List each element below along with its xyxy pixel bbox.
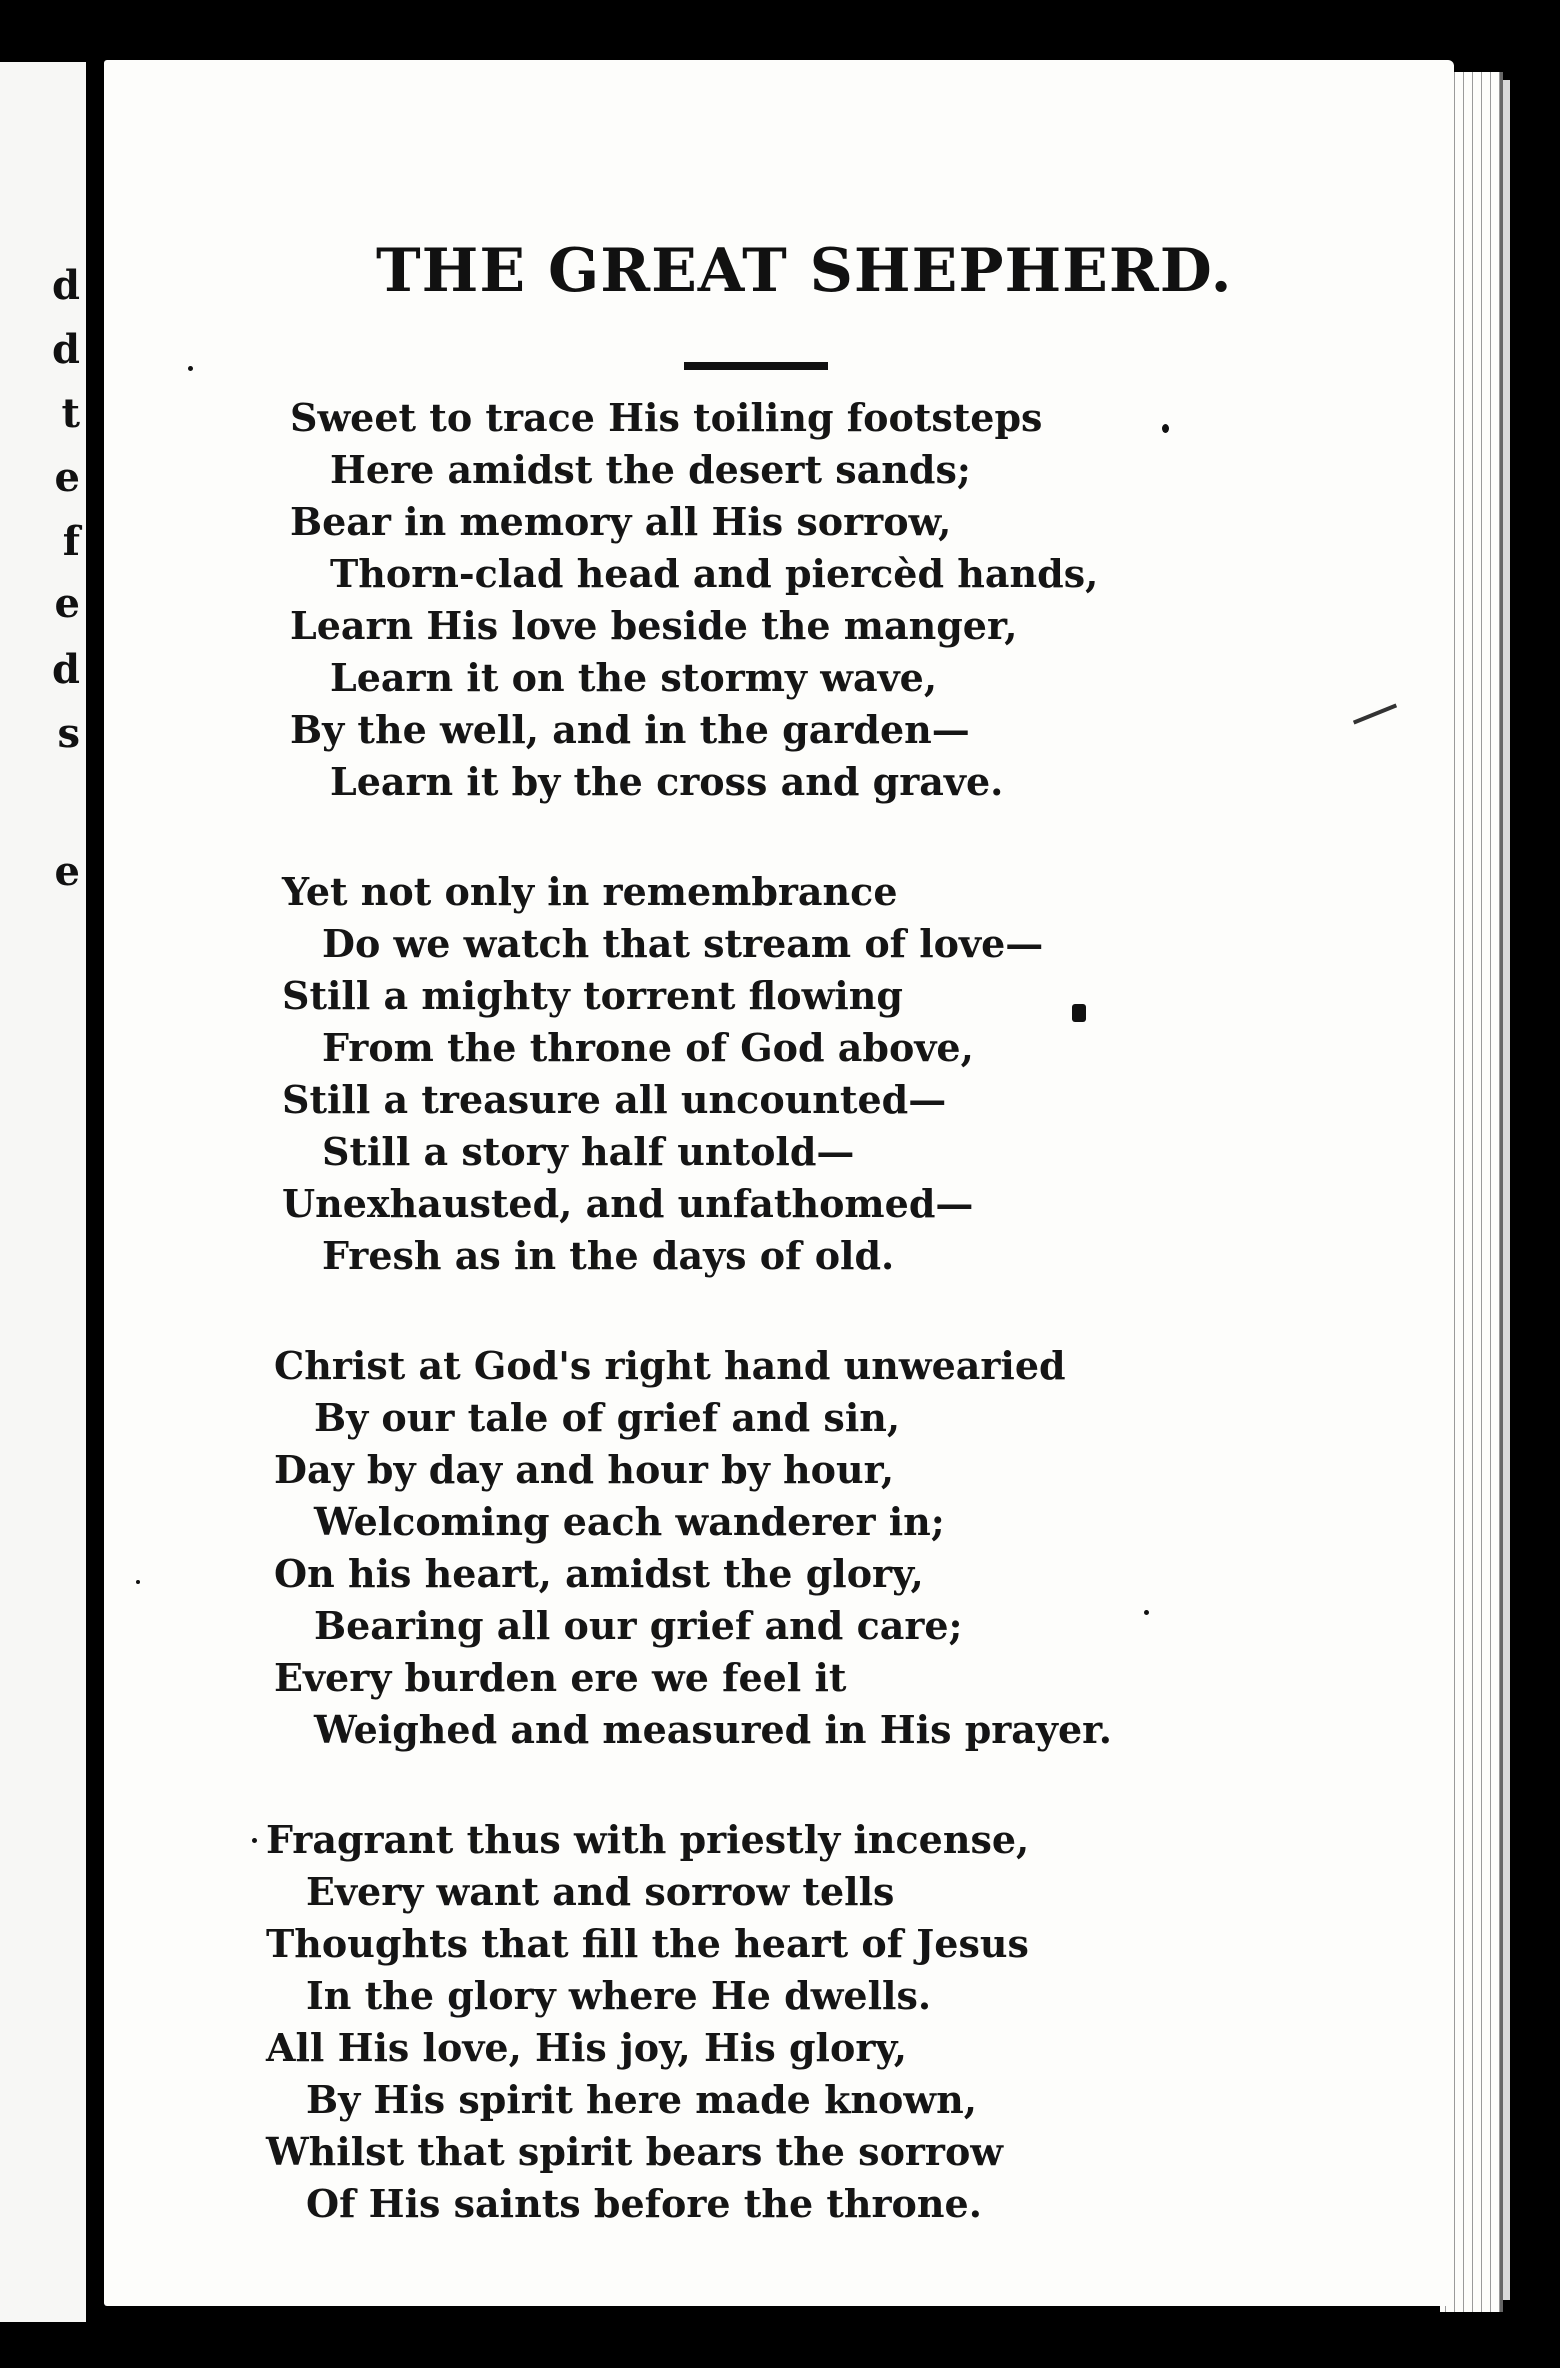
stanza bbox=[274, 1340, 1190, 1756]
facing-page-letter: f bbox=[62, 518, 80, 565]
facing-page-letter: d bbox=[52, 262, 80, 309]
poem-line: All His love, His joy, His glory, bbox=[266, 2025, 908, 2070]
stanza bbox=[290, 392, 1190, 808]
facing-page-letter: e bbox=[54, 848, 80, 895]
poem-line: Sweet to trace His toiling footsteps bbox=[290, 395, 1043, 440]
facing-page-letter: d bbox=[52, 646, 80, 693]
poem-line: By the well, and in the garden— bbox=[290, 707, 970, 752]
ink-blot bbox=[1072, 1004, 1086, 1022]
poem-line: Unexhausted, and unfathomed— bbox=[282, 1181, 974, 1226]
poem-line: By His spirit here made known, bbox=[306, 2077, 977, 2122]
poem-line: On his heart, amidst the glory, bbox=[274, 1551, 924, 1596]
poem-title: THE GREAT SHEPHERD. bbox=[376, 236, 1233, 306]
poem-line: Still a mighty torrent flowing bbox=[282, 973, 903, 1018]
poem-line: By our tale of grief and sin, bbox=[314, 1395, 901, 1440]
ink-speck bbox=[252, 1838, 257, 1843]
poem-line: Day by day and hour by hour, bbox=[274, 1447, 895, 1492]
poem-line: Still a story half untold— bbox=[322, 1129, 855, 1174]
poem-line: Yet not only in remembrance bbox=[282, 869, 898, 914]
poem-line: Learn it on the stormy wave, bbox=[330, 655, 938, 700]
facing-page-fragment bbox=[0, 62, 86, 2322]
poem-line: Every want and sorrow tells bbox=[306, 1869, 895, 1914]
facing-page-letter: e bbox=[54, 454, 80, 501]
facing-page-letter: s bbox=[57, 710, 80, 757]
ink-speck bbox=[136, 1580, 140, 1584]
poem-line: Do we watch that stream of love— bbox=[322, 921, 1044, 966]
poem-line: Every burden ere we feel it bbox=[274, 1655, 847, 1700]
facing-page-letter: d bbox=[52, 326, 80, 373]
stanza bbox=[266, 1814, 1190, 2230]
poem-line: From the throne of God above, bbox=[322, 1025, 974, 1070]
poem-line: Bearing all our grief and care; bbox=[314, 1603, 963, 1648]
poem-line: Fragrant thus with priestly incense, bbox=[266, 1817, 1030, 1862]
title-rule bbox=[684, 362, 828, 370]
poem-line: Whilst that spirit bears the sorrow bbox=[266, 2129, 1004, 2174]
poem-line: In the glory where He dwells. bbox=[306, 1973, 932, 2018]
poem-line: Christ at God's right hand unwearied bbox=[274, 1343, 1066, 1388]
poem-line: Learn it by the cross and grave. bbox=[330, 759, 1004, 804]
poem-line: Thoughts that fill the heart of Jesus bbox=[266, 1921, 1029, 1966]
poem-line: Weighed and measured in His prayer. bbox=[314, 1707, 1112, 1752]
facing-page-letter: t bbox=[61, 390, 80, 437]
facing-page-letter: e bbox=[54, 580, 80, 627]
poem-line: Here amidst the desert sands; bbox=[330, 447, 971, 492]
poem-line: Of His saints before the throne. bbox=[306, 2181, 982, 2226]
ink-speck bbox=[188, 366, 193, 371]
poem-line: Welcoming each wanderer in; bbox=[314, 1499, 945, 1544]
poem-body bbox=[266, 392, 1190, 2288]
ink-speck bbox=[1144, 1610, 1149, 1615]
page-gutter bbox=[92, 62, 102, 2332]
poem-line: Thorn-clad head and piercèd hands, bbox=[330, 551, 1099, 596]
ink-speck bbox=[1162, 424, 1169, 433]
poem-line: Still a treasure all uncounted— bbox=[282, 1077, 947, 1122]
poem-line: Bear in memory all His sorrow, bbox=[290, 499, 952, 544]
poem-line: Learn His love beside the manger, bbox=[290, 603, 1018, 648]
stanza bbox=[282, 866, 1190, 1282]
poem-line: Fresh as in the days of old. bbox=[322, 1233, 895, 1278]
